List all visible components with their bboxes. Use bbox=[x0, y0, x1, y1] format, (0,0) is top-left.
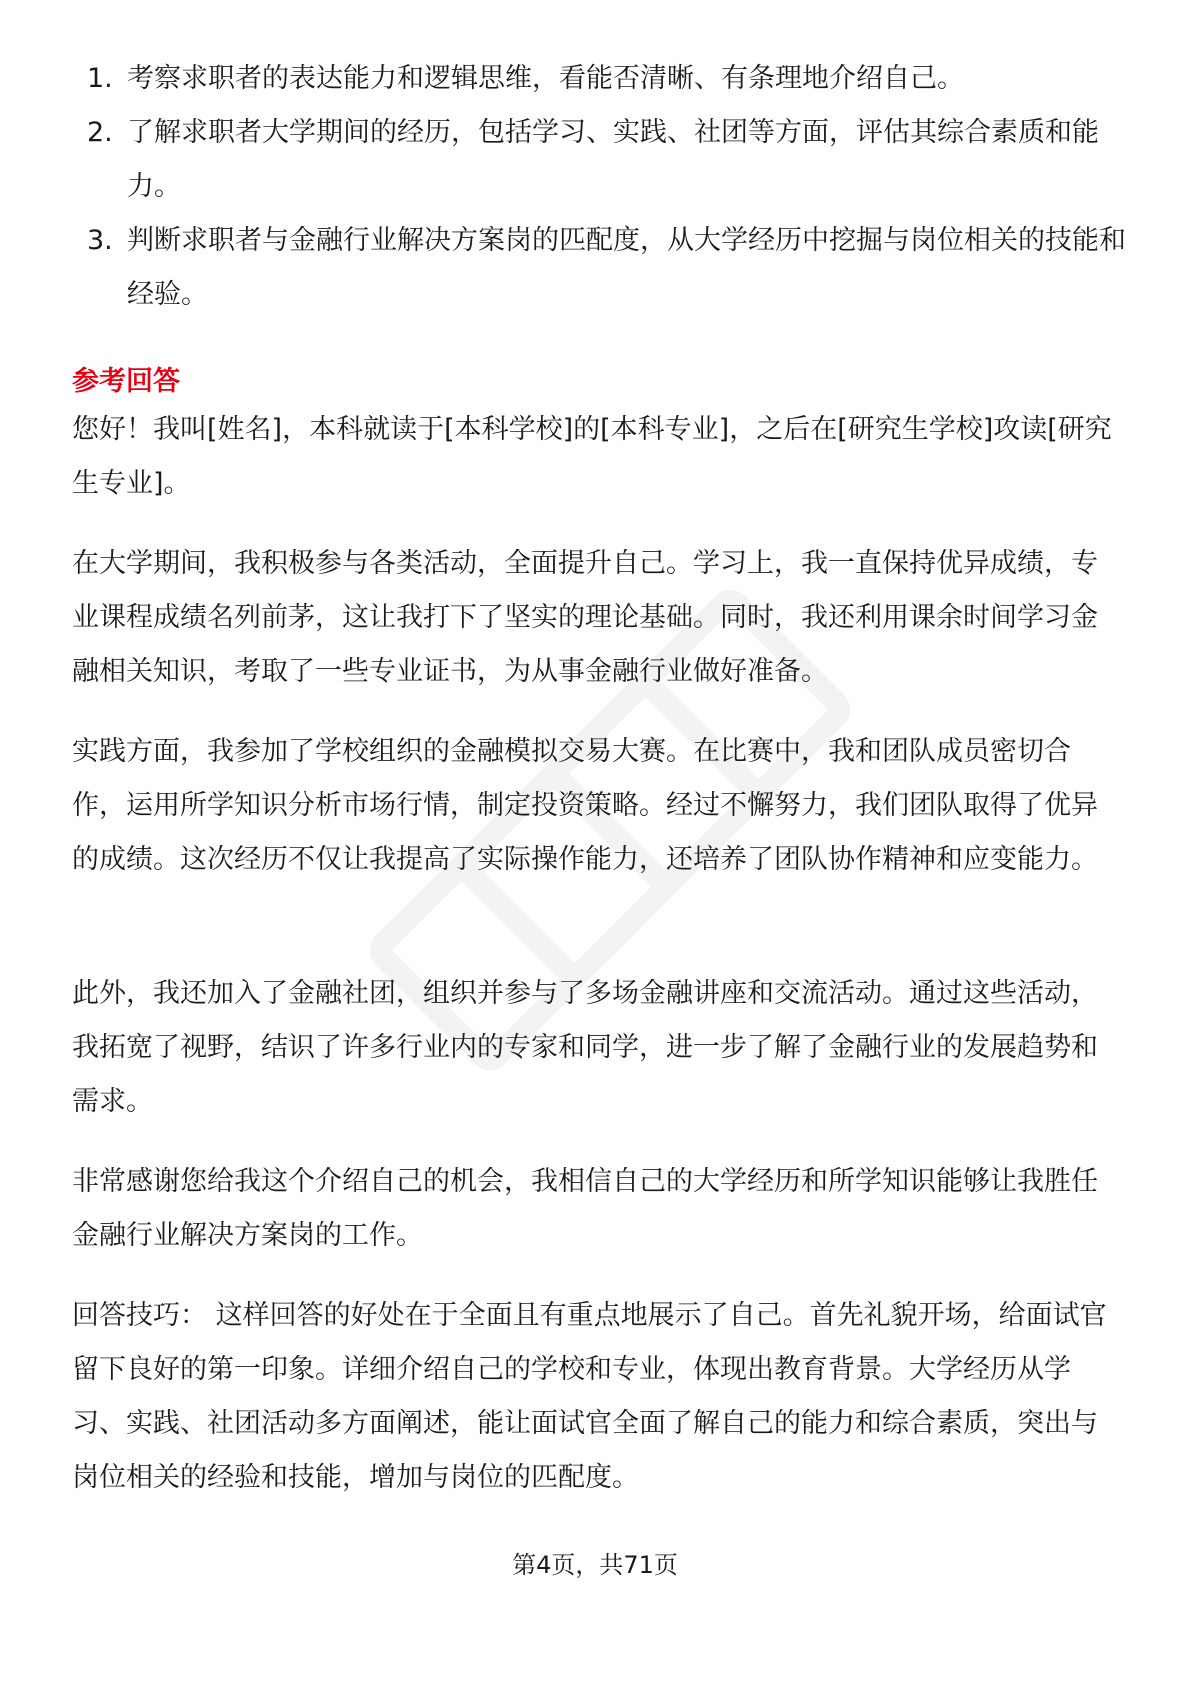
list-item bbox=[72, 214, 1132, 322]
page-number-footer: 第4页，共71页 bbox=[512, 1551, 678, 1579]
paragraph-club: 此外，我还加入了金融社团，组织并参与了多场金融讲座和交流活动。通过这些活动，我拓宽了视野，结识了许多行业内的专家和同学，进一步了解了金融行业的发展趋势和需求。 bbox=[72, 978, 1098, 1117]
paragraph-answer-tips: 回答技巧： 这样回答的好处在于全面且有重点地展示了自己。首先礼貌开场，给面试官留下良好的第一印象。详细介绍自己的学校和专业，体现出教育背景。大学经历从学习、实践、社团活动多方面阐述，能让面试官全面了解自己的能力和综合素质，突出与岗位相关的经验和技能，增加与岗位的匹配度。 bbox=[72, 1300, 1107, 1493]
list-text: 判断求职者与金融行业解决方案岗的匹配度，从大学经历中挖掘与岗位相关的技能和经验。 bbox=[127, 225, 1126, 310]
section-title-reference-answer: 参考回答 bbox=[72, 366, 180, 397]
list-text: 考察求职者的表达能力和逻辑思维，看能否清晰、有条理地介绍自己。 bbox=[127, 63, 964, 94]
paragraph-greeting: 您好！我叫[姓名]，本科就读于[本科学校]的[本科专业]，之后在[研究生学校]攻读[研究生专业]。 bbox=[72, 414, 1112, 499]
list-text: 了解求职者大学期间的经历，包括学习、实践、社团等方面，评估其综合素质和能力。 bbox=[127, 117, 1099, 202]
interview-intent-list bbox=[72, 52, 1132, 322]
list-number: 2. bbox=[87, 117, 113, 148]
paragraph-practice: 实践方面，我参加了学校组织的金融模拟交易大赛。在比赛中，我和团队成员密切合作，运用所学知识分析市场行情，制定投资策略。经过不懈努力，我们团队取得了优异的成绩。这次经历不仅让我提高了实际操作能力，还培养了团队协作精神和应变能力。 bbox=[72, 736, 1098, 875]
paragraph-closing: 非常感谢您给我这个介绍自己的机会，我相信自己的大学经历和所学知识能够让我胜任金融行业解决方案岗的工作。 bbox=[72, 1166, 1098, 1251]
list-item bbox=[72, 52, 1132, 106]
list-item bbox=[72, 106, 1132, 214]
list-number: 1. bbox=[87, 63, 113, 94]
list-number: 3. bbox=[87, 225, 113, 256]
paragraph-study: 在大学期间，我积极参与各类活动，全面提升自己。学习上，我一直保持优异成绩，专业课程成绩名列前茅，这让我打下了坚实的理论基础。同时，我还利用课余时间学习金融相关知识，考取了一些专业证书，为从事金融行业做好准备。 bbox=[72, 548, 1098, 687]
